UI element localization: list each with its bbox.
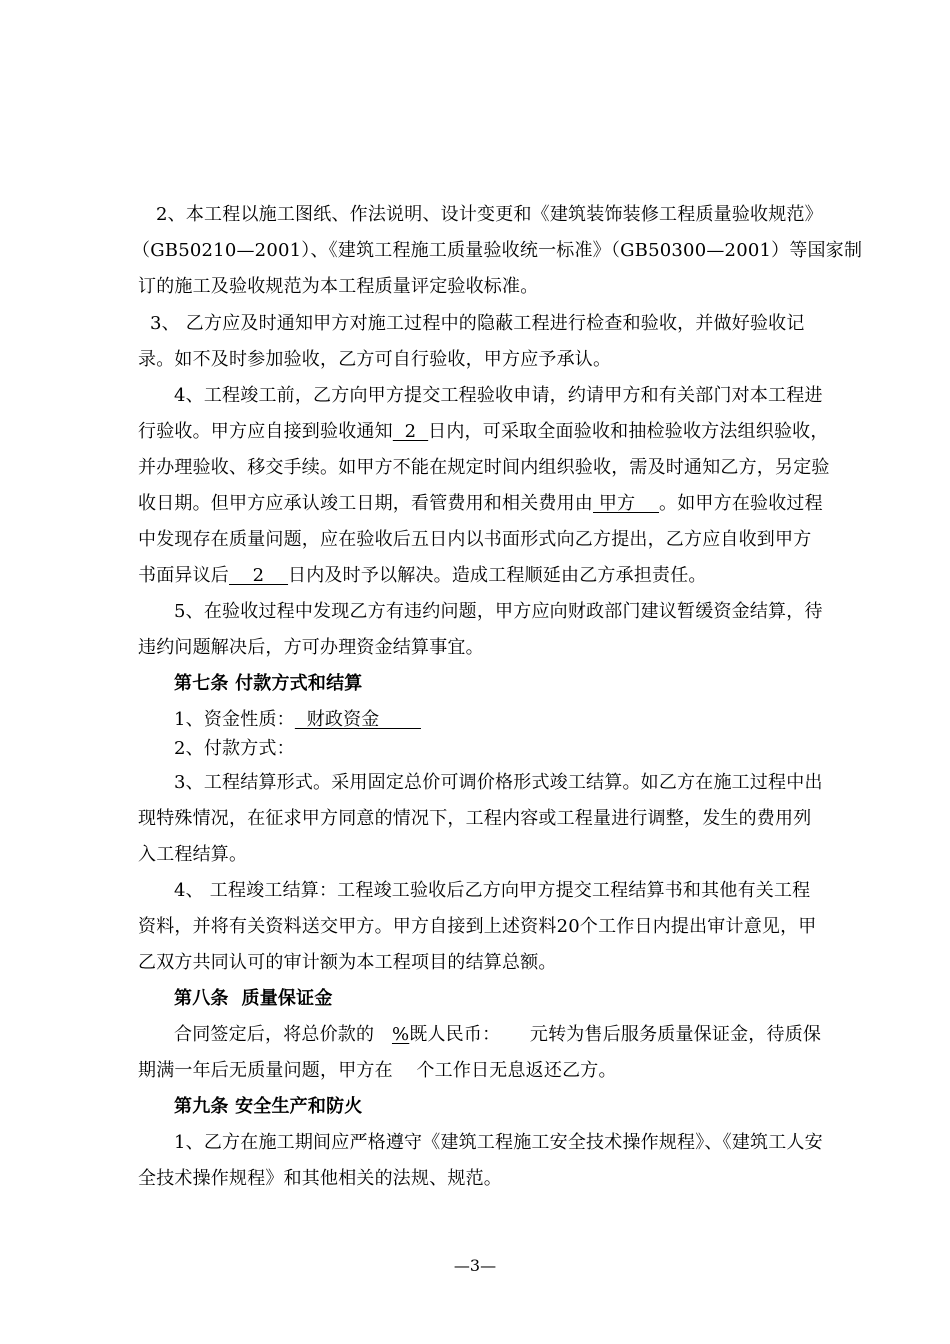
percentage-blank: % xyxy=(391,1024,410,1045)
article-8-line-1 xyxy=(174,1023,838,1047)
fund-nature-blank: 财政资金 xyxy=(294,709,421,730)
paragraph-2-line-2: （GB50210—2001）、《建筑工程施工质量验收统一标准》（GB50300—2001）等国家制 xyxy=(132,240,863,261)
paragraph-4-line-6-text-a: 书面异议后 xyxy=(138,565,229,586)
paragraph-4-line-3: 并办理验收、移交手续。如甲方不能在规定时间内组织验收，需及时通知乙方，另定验 xyxy=(138,457,830,478)
paragraph-4-line-2-text-b: 日内，可采取全面验收和抽检验收方法组织验收， xyxy=(428,421,829,442)
article-9-item-1-line-2: 全技术操作规程》和其他相关的法规、规范。 xyxy=(138,1168,502,1189)
article-7-heading: 第七条 付款方式和结算 xyxy=(174,673,363,694)
article-8-heading: 第八条 质量保证金 xyxy=(174,988,333,1009)
paragraph-3-line-1: 3、 乙方应及时通知甲方对施工过程中的隐蔽工程进行检查和验收，并做好验收记 xyxy=(150,313,805,334)
page-number: —3— xyxy=(453,1256,497,1275)
paragraph-4-line-1: 4、工程竣工前，乙方向甲方提交工程验收申请，约请甲方和有关部门对本工程进 xyxy=(174,385,823,406)
paragraph-4-line-5: 中发现存在质量问题，应在验收后五日内以书面形式向乙方提出，乙方应自收到甲方 xyxy=(138,529,812,550)
paragraph-5-line-1: 5、在验收过程中发现乙方有违约问题，甲方应向财政部门建议暂缓资金结算，待 xyxy=(174,601,823,622)
article-7-item-1 xyxy=(174,708,838,732)
paragraph-4-line-4 xyxy=(138,492,838,516)
paragraph-4-line-4-text-a: 收日期。但甲方应承认竣工日期，看管费用和相关费用由 xyxy=(138,493,593,514)
article-7-item-3-line-1: 3、工程结算形式。采用固定总价可调价格形式竣工结算。如乙方在施工过程中出 xyxy=(174,772,823,793)
article-7-item-4-line-1: 4、 工程竣工结算：工程竣工验收后乙方向甲方提交工程结算书和其他有关工程 xyxy=(174,880,811,901)
article-7-item-4-line-3: 乙双方共同认可的审计额为本工程项目的结算总额。 xyxy=(138,952,557,973)
article-7-item-4-line-2: 资料，并将有关资料送交甲方。甲方自接到上述资料20个工作日内提出审计意见，甲 xyxy=(138,916,817,937)
article-8-line-1-text-b: 既人民币： 元转为售后服务质量保证金，待质保 xyxy=(409,1024,822,1045)
paragraph-4-line-2 xyxy=(138,420,838,444)
article-7-item-3-line-3: 入工程结算。 xyxy=(138,844,248,865)
article-7-item-2: 2、付款方式： xyxy=(174,738,295,759)
cost-bearer-blank: 甲方 xyxy=(593,493,660,514)
paragraph-5-line-2: 违约问题解决后，方可办理资金结算事宜。 xyxy=(138,637,484,658)
paragraph-4-line-2-text-a: 行验收。甲方应自接到验收通知 xyxy=(138,421,393,442)
article-7-item-3-line-2: 现特殊情况，在征求甲方同意的情况下，工程内容或工程量进行调整，发生的费用列 xyxy=(138,808,812,829)
resolution-days-blank: 2 xyxy=(229,565,289,586)
paragraph-3-line-2: 录。如不及时参加验收，乙方可自行验收，甲方应予承认。 xyxy=(138,349,612,370)
paragraph-4-line-6-text-b: 日内及时予以解决。造成工程顺延由乙方承担责任。 xyxy=(288,565,707,586)
paragraph-4-line-4-text-b: 。如甲方在验收过程 xyxy=(659,493,823,514)
article-8-line-1-text-a: 合同签定后，将总价款的 xyxy=(174,1024,392,1045)
acceptance-days-blank: 2 xyxy=(392,421,429,442)
article-9-item-1-line-1: 1、乙方在施工期间应严格遵守《建筑工程施工安全技术操作规程》、《建筑工人安 xyxy=(174,1132,823,1153)
paragraph-2-line-3: 订的施工及验收规范为本工程质量评定验收标准。 xyxy=(138,276,539,297)
article-9-heading: 第九条 安全生产和防火 xyxy=(174,1096,363,1117)
article-8-line-2: 期满一年后无质量问题，甲方在 个工作日无息返还乙方。 xyxy=(138,1060,617,1081)
paragraph-4-line-6 xyxy=(138,564,838,588)
paragraph-2-line-1: 2、本工程以施工图纸、作法说明、设计变更和《建筑装饰装修工程质量验收规范》 xyxy=(156,204,823,225)
article-7-item-1-label: 1、资金性质： xyxy=(174,709,295,730)
